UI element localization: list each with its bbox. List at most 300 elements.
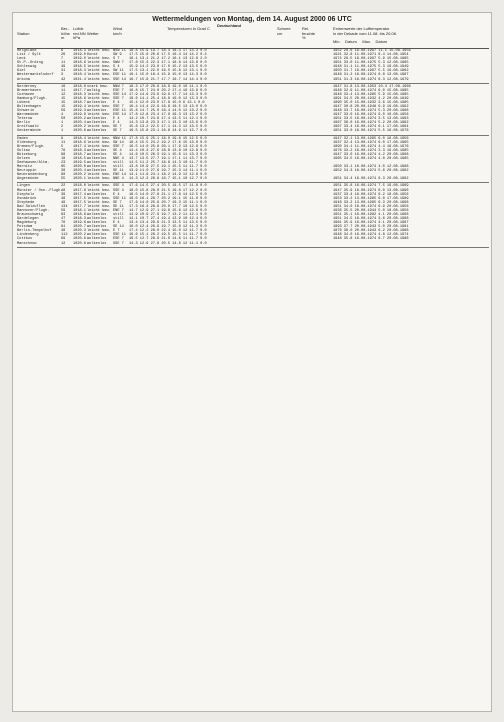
station-values: 17.8 12.8 23.4 17.9 16.3 13 13.2 0.0 (129, 113, 207, 118)
station-wind: ESE 7 (113, 237, 124, 242)
station-extremes: 1951 34.5 16.08.1974 3.6 20.08.1968 (333, 217, 409, 222)
station-weather: leicht bew. (87, 96, 111, 101)
station-weather: wolkenlos (87, 241, 107, 246)
station-wind: SE 7 (113, 200, 122, 205)
document-page (12, 12, 492, 712)
header-station: Station (17, 31, 30, 36)
station-wind: SW 9 (113, 53, 122, 58)
station-weather: wolkenlos (87, 161, 107, 166)
station-height: 76 (61, 148, 66, 153)
station-pressure: 1019.3 (73, 109, 86, 114)
station-name: List / Sylt (17, 53, 41, 58)
station-pressure: 1018.8 (73, 84, 86, 89)
station-name: Neubrandenburg (17, 173, 48, 178)
station-extremes: 1947 35.9 16.08.1974 8.0 13.08.1996 (333, 188, 409, 193)
station-weather: leicht bew. (87, 73, 111, 78)
station-height: 48 (61, 196, 66, 201)
station-height: 49 (61, 65, 66, 70)
station-height: 48 (61, 188, 66, 193)
station-values: 17.6 14.0 25.9 20.7 16.3 15 11.1 0.0 (129, 200, 207, 205)
station-values: 18.0 16.1 26.7 20.2 19.1 15 11.0 0.0 (129, 196, 207, 201)
station-wind: SE 4 (113, 148, 122, 153)
station-weather: wolkenlos (87, 217, 107, 222)
station-height: 47 (61, 217, 66, 222)
station-extremes: 1976 33.2 16.08.1974 3.3 19.08.1985 (333, 148, 409, 153)
table-row (17, 129, 489, 133)
station-height: 134 (61, 204, 68, 209)
station-weather: leicht bew. (87, 200, 111, 205)
station-height: 8 (61, 136, 64, 141)
station-wind: SSE 7 (113, 105, 124, 110)
station-extremes: 1936 35.5 20.08.1944 5.0 18.08.1956 (333, 208, 409, 213)
station-values: 13.9 11.0 27.6 19.7 15.3 14 11.1 0.0 (129, 169, 207, 174)
station-extremes: 1890 34.1 11.08.1974 4.4 18.08.1976 (333, 144, 409, 149)
header-region: Deutschland (217, 23, 242, 28)
station-pressure: 1018.3 (73, 49, 86, 53)
station-height: 3 (61, 73, 64, 78)
station-name: Ueckermünde (17, 129, 41, 134)
station-name: Uelzen (17, 156, 30, 161)
station-extremes: 1947 31.8 13.08.1953 10.4 17.08.1966 (333, 84, 411, 89)
station-pressure: 1020.2 (73, 173, 86, 178)
station-extremes: 1967 33.4 16.08.1974 6.1 17.08.1964 (333, 125, 409, 130)
station-values: 16.5 12.7 28.8 21.0 14.6 11 11.7 0.0 (129, 237, 207, 242)
station-wind: still (113, 217, 124, 222)
station-name: St.P.-Ording (17, 61, 43, 66)
station-values: 16.5 15.8 23.1 16.8 14.9 11 13.7 0.0 (129, 129, 207, 134)
station-height: 85 (61, 165, 66, 170)
station-values: 15.9 14.2 23.0 17.0 15.2 13 13.5 0.0 (129, 65, 207, 70)
station-extremes: 1951 35.1 16.08.1992 4.1 20.08.1968 (333, 212, 409, 217)
station-values: 16.1 13.1 21.2 17.2 16.1 13 12.8 2.0 (129, 57, 207, 62)
station-wind: still (113, 161, 124, 166)
station-extremes: 1947 33.0 16.08.1974 6.0 16.08.1956 (333, 113, 409, 118)
station-wind: E 4 (113, 100, 120, 105)
station-name: Hannover/Flugh. (17, 208, 50, 213)
station-height: 81 (61, 225, 66, 230)
station-values: 14.2 10.7 24.8 17.4 13.5 11 12.1 0.0 (129, 117, 207, 122)
station-wind: ESE 11 (113, 73, 126, 78)
station-weather: leicht bew. (87, 61, 111, 66)
station-weather: wolkig (87, 88, 100, 93)
station-wind: WSW 11 (113, 49, 126, 53)
station-height: 1 (61, 121, 64, 126)
station-name: Angermünde (17, 177, 39, 182)
station-wind: SSE 7 (113, 144, 124, 149)
column-header (17, 23, 489, 49)
station-height: 23 (61, 161, 66, 166)
station-height: 6 (61, 49, 64, 53)
station-pressure: 1017.8 (73, 188, 86, 193)
station-name: Schwerin (17, 109, 35, 114)
station-values: 16.4 14.4 22.9 16.8 16.5 13 13.0 0.0 (129, 105, 207, 110)
station-height: 15 (61, 100, 66, 105)
station-pressure: 1018.6 (73, 212, 86, 217)
station-extremes: 1965 34.5 16.08.1974 4.8 20.08.1985 (333, 156, 409, 161)
station-height: 98 (61, 152, 66, 157)
station-pressure: 1017.5 (73, 196, 86, 201)
station-height: 11 (61, 140, 66, 145)
station-wind: S 7 (113, 57, 120, 62)
station-name: Manschnow (17, 241, 37, 246)
station-values: 15.8 13.2 22.5 17.1 14.3 12 13.5 0.0 (129, 125, 207, 130)
station-values: 16.7 15.8 21.7 17.7 16.7 14 14.4 0.0 (129, 77, 207, 82)
station-values: 18.8 15.9 19.7 18.4 18.3 17 13.3 0.0 (129, 49, 207, 53)
station-height: 50 (61, 117, 66, 122)
station-height: 12 (61, 241, 66, 246)
station-pressure: 1019.0 (73, 57, 86, 62)
station-pressure: 1018.6 (73, 61, 86, 66)
station-values: 14.7 12.9 27.1 19.8 15.6 12 12.8 0.0 (129, 208, 207, 213)
station-name: Seehausen/Altm. (17, 161, 50, 166)
station-name: Warnemünde (17, 113, 39, 118)
station-name: Magdeburg (17, 221, 37, 226)
station-weather: wolkenlos (87, 237, 107, 242)
station-height: 48 (61, 200, 66, 205)
station-weather: leicht bew. (87, 69, 111, 74)
station-pressure: 1017.4 (73, 192, 86, 197)
header-pressure: Luftdr. red.NN hPa (73, 26, 86, 41)
station-values: 14.3 12.3 26.8 18.7 15.1 10 12.7 0.0 (129, 177, 207, 182)
station-height: 48 (61, 229, 66, 234)
station-height: 18 (61, 156, 66, 161)
station-pressure: 1019.5 (73, 161, 86, 166)
station-wind: S 4 (113, 65, 120, 70)
station-extremes: 1890 35.0 15.08.1932 3.6 15.08.1985 (333, 100, 409, 105)
station-values: 16.5 14.0 25.8 20.1 17.9 13 12.9 0.0 (129, 144, 207, 149)
station-height: 83 (61, 212, 66, 217)
station-weather: leicht bew. (87, 140, 111, 145)
station-weather: stark bew. (87, 84, 109, 89)
station-wind: SSE 7 (113, 241, 124, 246)
station-weather: leicht bew. (87, 125, 111, 130)
station-weather: wolkenlos (87, 121, 107, 126)
station-values: 17.9 14.9 23.6 19.6 17.7 14 13.3 0.0 (129, 92, 207, 97)
station-weather: leicht bew. (87, 65, 111, 70)
station-pressure: 1018.7 (73, 100, 86, 105)
station-height: 76 (61, 221, 66, 226)
station-weather: leicht bew. (87, 208, 111, 213)
header-temperatures: Temperaturen in Grad C (167, 26, 210, 31)
station-pressure: 1017.7 (73, 204, 86, 209)
station-weather: wolkenlos (87, 129, 107, 134)
station-height: 1 (61, 129, 64, 134)
station-height: 11 (61, 61, 66, 66)
station-weather: leicht bew. (87, 188, 111, 193)
station-extremes: 1921 32.8 11.08.1971 8.4 14.08.1954 (333, 53, 409, 58)
station-extremes: 1951 31.3 16.08.1974 8.3 12.08.1979 (333, 77, 409, 82)
station-extremes: 1948 33.7 16.08.1974 5.3 20.08.1968 (333, 109, 409, 114)
station-wind: NNE 4 (113, 156, 124, 161)
station-pressure: 1020.2 (73, 125, 86, 130)
station-name: Bad Salzuflen (17, 204, 46, 209)
station-name: Cuxhaven (17, 92, 35, 97)
station-pressure: 1017.4 (73, 144, 86, 149)
header-extremes-columns: Min. Datum Max. Datum (333, 39, 388, 44)
station-group (17, 49, 489, 84)
station-height: 15 (61, 96, 66, 101)
station-values: 16.1 15.0 18.4 15.9 15.0 13 14.3 0.0 (129, 73, 207, 78)
station-values: 14.5 11.2 25.7 18.6 14.3 10 11.7 0.0 (129, 161, 207, 166)
station-table (17, 49, 489, 249)
station-name: Norderney (17, 84, 37, 89)
station-pressure: 1020.1 (73, 177, 86, 182)
station-values: 18.4 15.5 24.2 19.2 17.6 15 13.0 0.0 (129, 140, 207, 145)
station-extremes: 1951 34.4 16.08.1974 6.3 20.08.1982 (333, 177, 409, 182)
station-extremes: 1948 33.2 13.08.1995 6.3 20.08.1968 (333, 200, 409, 205)
station-weather: leicht bew. (87, 173, 111, 178)
station-weather: leicht bew. (87, 77, 111, 82)
station-height: 2 (61, 125, 64, 130)
station-pressure: 1018.3 (73, 148, 86, 153)
station-pressure: 1018.7 (73, 152, 86, 157)
station-name: Helgoland (17, 49, 37, 53)
station-pressure: 1017.5 (73, 200, 86, 205)
station-extremes: 1948 31.2 16.08.1974 6.8 13.08.1967 (333, 73, 409, 78)
station-name: Oldenburg (17, 140, 37, 145)
station-weather: wolkenlos (87, 225, 107, 230)
station-wind: E 4 (113, 121, 120, 126)
station-pressure: 1018.4 (73, 73, 86, 78)
station-wind: NNE 4 (113, 177, 124, 182)
table-row (17, 78, 489, 82)
station-name: Diepholz (17, 192, 35, 197)
station-weather: wolkenlos (87, 100, 107, 105)
station-name: Marnitz (17, 165, 33, 170)
station-wind: E 4 (113, 221, 120, 226)
station-wind: SW 11 (113, 69, 124, 74)
station-name: Cottbus (17, 237, 33, 242)
station-pressure: 1020.6 (73, 241, 86, 246)
station-name: Bützeburg (17, 152, 37, 157)
station-height: 4 (61, 113, 64, 118)
station-pressure: 1017.7 (73, 88, 86, 93)
station-extremes: 1937 33.4 16.08.1974 6.2 18.08.1956 (333, 192, 409, 197)
station-name: Leck (17, 57, 26, 62)
station-extremes: 1947 33.0 16.08.1974 4.2 20.08.1968 (333, 152, 409, 157)
station-name: Berlin-Tempelhof (17, 229, 52, 234)
station-wind: SWW 7 (113, 61, 124, 66)
station-name: Schleswig (17, 65, 37, 70)
station-wind: ESE 14 (113, 113, 126, 118)
station-weather: leicht bew. (87, 184, 111, 189)
station-wind: SSE 14 (113, 92, 126, 97)
station-values: 14.1 11.9 24.1 18.2 14.9 12 12.9 0.0 (129, 173, 207, 178)
station-values: 18.3 17.0 20.8 18.8 19.0 16 11.1 0.0 (129, 84, 207, 89)
station-extremes: 1961 35.9 16.08.1974 4.1 20.08.1987 (333, 221, 409, 226)
station-values: 18.0 15.8 28.0 21.5 19.8 17 12.2 0.0 (129, 188, 207, 193)
station-extremes: 1951 33.0 11.08.1975 5.3 12.08.1965 (333, 61, 409, 66)
station-pressure: 1020.4 (73, 121, 86, 126)
station-weather: wolkenlos (87, 169, 107, 174)
station-name: Lingen (17, 184, 30, 189)
station-name: Potsdam (17, 225, 33, 230)
station-height: 12 (61, 92, 66, 97)
station-pressure: 1020.6 (73, 237, 86, 242)
station-pressure: 1018.5 (73, 65, 86, 70)
station-pressure: 1020.2 (73, 117, 86, 122)
station-name: Münster / Osn.-Flugh. (17, 188, 63, 193)
station-extremes: 1951 35.8 16.08.1974 7.5 19.08.1969 (333, 184, 409, 189)
station-extremes: 1950 31.7 19.08.1997 5.5 19.08.1962 (333, 69, 409, 74)
station-weather: wolkenlos (87, 212, 107, 217)
station-weather: leicht bew. (87, 204, 111, 209)
station-pressure: 1020.0 (73, 165, 86, 170)
station-height: 80 (61, 173, 66, 178)
station-name: Neuruppin (17, 169, 37, 174)
station-weather: Dunst (87, 53, 98, 58)
station-weather: wolkenlos (87, 148, 107, 153)
station-height: 59 (61, 208, 66, 213)
station-height: 42 (61, 77, 66, 82)
station-weather: wolkenlos (87, 165, 107, 170)
station-wind: NNW 7 (113, 84, 124, 89)
station-name: Soltau (17, 148, 30, 153)
station-pressure: 1018.3 (73, 217, 86, 222)
station-height: 26 (61, 53, 66, 58)
station-values: 17.5 15.6 20.6 17.5 16.4 14 14.2 0.4 (129, 53, 207, 58)
station-height: 59 (61, 109, 66, 114)
station-height: 7 (61, 57, 64, 62)
station-pressure: 1019.6 (73, 221, 86, 226)
station-weather: leicht bew. (87, 229, 111, 234)
station-values: 17.4 12.2 28.0 22.4 15.0 12 11.7 0.0 (129, 229, 207, 234)
station-values: 13.7 13.5 27.7 19.1 17.1 11 13.7 0.0 (129, 156, 207, 161)
station-wind: SSE 4 (113, 184, 124, 189)
table-row (17, 177, 489, 181)
station-height: 15 (61, 105, 66, 110)
station-wind: E 7 (113, 229, 120, 234)
station-wind: ESE 7 (113, 88, 124, 93)
station-pressure: 1020.4 (73, 169, 86, 174)
station-pressure: 1019.4 (73, 105, 86, 110)
header-snow: Schnee cm (277, 26, 291, 36)
station-extremes: 1967 36.0 16.08.1974 5.2 20.08.1982 (333, 121, 409, 126)
station-pressure: 1020.7 (73, 225, 86, 230)
header-extremes: Extremwerte der Lufttemperatur in der Dekade vom 11.08. bis 20.08. (333, 26, 397, 36)
station-height: 31 (61, 69, 66, 74)
station-height: 112 (61, 233, 68, 238)
station-height: 39 (61, 192, 66, 197)
station-values: 16.0 12.4 26.9 19.7 15.8 12 11.3 0.0 (129, 225, 207, 230)
station-height: 11 (61, 88, 66, 93)
station-weather: leicht bew. (87, 177, 111, 182)
station-values: 17.8 15.9 25.1 18.0 19.8 15 12.5 0.0 (129, 136, 207, 141)
station-pressure: 1019.9 (73, 113, 86, 118)
station-height: 69 (61, 237, 66, 242)
station-values: 16.8 15.7 24.0 20.2 17.4 16 13.9 0.0 (129, 88, 207, 93)
station-name: Stephede (17, 200, 35, 205)
document-title: Wettermeldungen von Montag, dem 14. August 2000 06 UTC (152, 16, 352, 23)
station-values: 16.6 15.1 26.2 19.5 15.5 11 11.7 0.0 (129, 233, 207, 238)
station-extremes: 1952 34.3 16.08.1974 5.6 20.08.1982 (333, 169, 409, 174)
station-extremes: 1947 30.8 20.08.1948 6.9 16.08.1962 (333, 105, 409, 110)
station-name: Teterow (17, 117, 33, 122)
station-height: 5 (61, 144, 64, 149)
station-values: 17.5 13.1 22.0 16.5 15.8 12 13.1 0.0 (129, 69, 207, 74)
station-pressure: 1019.0 (73, 53, 86, 58)
header-weather: Wetter (87, 31, 99, 36)
station-weather: leicht bew. (87, 105, 111, 110)
station-height: 55 (61, 177, 66, 182)
station-weather: wolkenlos (87, 192, 107, 197)
station-extremes: 1893 37.7 20.08.1943 5.0 20.08.1981 (333, 225, 409, 230)
station-wind: NNW 11 (113, 136, 126, 141)
station-extremes: 1876 36.0 20.08.1943 6.2 20.08.1968 (333, 229, 409, 234)
station-name: Osnabrück (17, 196, 37, 201)
station-values: 15.8 14.7 25.0 18.4 14.0 12 13.2 0.0 (129, 109, 207, 114)
station-weather: wolkenlos (87, 233, 107, 238)
station-wind: ESE 11 (113, 109, 126, 114)
station-wind: SW 14 (113, 140, 124, 145)
station-wind: still (113, 212, 124, 217)
station-values: 15.4 12.0 23.0 17.8 15.0 9 13.1 0.0 (129, 100, 205, 105)
station-weather: leicht bew. (87, 113, 111, 118)
station-wind: SE 7 (113, 125, 122, 130)
station-extremes: 1948 32.9 11.08.1974 6.0 15.08.1985 (333, 88, 409, 93)
station-wind: SE 11 (113, 169, 124, 174)
station-name: Berlin (17, 121, 30, 126)
station-wind: ENE 7 (113, 208, 124, 213)
station-values: 14.3 12.6 27.8 20.5 14.8 12 11.1 0.0 (129, 241, 207, 246)
station-wind: SE 11 (113, 204, 124, 209)
station-values: 17.3 16.3 26.6 20.0 17.7 16 12.5 0.0 (129, 204, 207, 209)
station-pressure: 1018.5 (73, 156, 86, 161)
station-group (17, 184, 489, 247)
station-weather: wolkenlos (87, 152, 107, 157)
station-wind: SSE 7 (113, 96, 124, 101)
station-extremes: 1950 33.1 16.08.1974 4.0 12.08.1968 (333, 165, 409, 170)
station-weather: wolkenlos (87, 117, 107, 122)
header-humidity: Rel. feuchte % (302, 26, 316, 41)
station-pressure: 1018.3 (73, 92, 86, 97)
station-weather: wolkenlos (87, 156, 107, 161)
header-height: Ber.- höhe m (61, 26, 70, 41)
station-name: Lübeck (17, 100, 30, 105)
station-name: Braunschweig (17, 212, 43, 217)
station-pressure: 1020.2 (73, 233, 86, 238)
station-extremes: 1948 35.8 16.08.1974 6.7 20.08.1986 (333, 237, 409, 242)
station-extremes: 1951 33.5 16.08.1974 3.5 13.08.1993 (333, 117, 409, 122)
station-name: Boltenhagen (17, 105, 41, 110)
station-weather: leicht bew. (87, 57, 111, 62)
station-name: Greifswald (17, 125, 39, 130)
station-name: Bremerhaven (17, 88, 41, 93)
header-wind: Wind km/h (113, 26, 123, 36)
station-wind: SE 14 (113, 225, 124, 230)
station-weather: leicht bew. (87, 49, 111, 53)
station-wind: SSE 11 (113, 233, 126, 238)
station-extremes: 1953 33.2 13.08.1995 6.8 17.08.1989 (333, 196, 409, 201)
station-pressure: 1018.6 (73, 140, 86, 145)
station-wind: E 4 (113, 117, 120, 122)
station-pressure: 1018.3 (73, 69, 86, 74)
station-name: Arkona (17, 77, 30, 82)
station-pressure: 1018.6 (73, 96, 86, 101)
station-pressure: 1018.4 (73, 136, 86, 141)
station-extremes: 1946 33.4 13.08.1995 5.9 15.08.1985 (333, 92, 409, 97)
station-weather: leicht bew. (87, 92, 111, 97)
station-group (17, 85, 489, 136)
station-values: 14.6 10.5 26.3 19.1 15.6 11 13.3 0.0 (129, 152, 207, 157)
station-values: 13.8 10.9 27.5 19.1 15.5 11 11.7 0.0 (129, 165, 207, 170)
station-wind: E 4 (113, 192, 120, 197)
station-values: 14.1 10.7 27.4 19.4 13.9 10 12.4 0.0 (129, 217, 207, 222)
station-pressure: 1018.1 (73, 208, 86, 213)
station-name: Gardelegen (17, 217, 39, 222)
station-height: 16 (61, 84, 66, 89)
station-pressure: 1020.3 (73, 229, 86, 234)
